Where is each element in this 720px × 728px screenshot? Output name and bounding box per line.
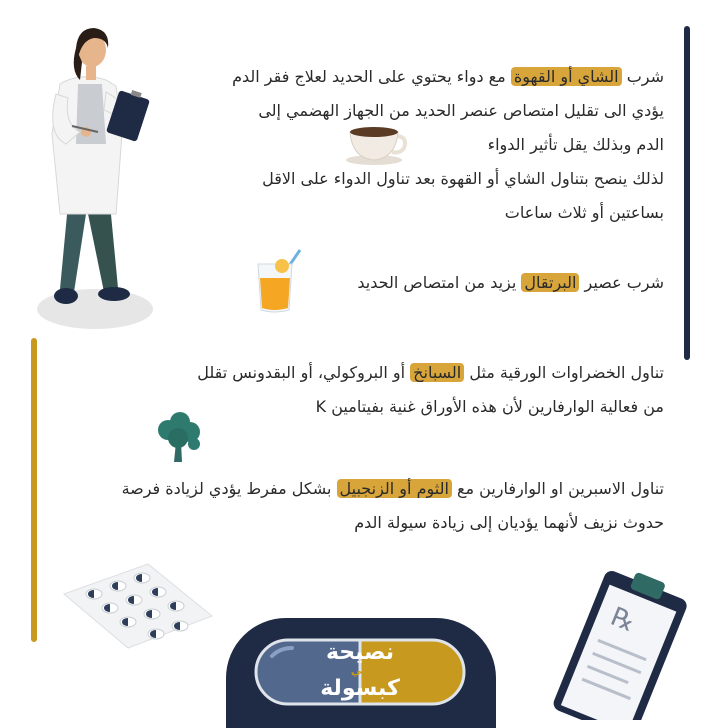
logo-text bbox=[300, 640, 420, 702]
logo-line2: كبسولة bbox=[320, 676, 400, 701]
highlight-spinach: السبانخ bbox=[410, 363, 464, 382]
doctor-illustration bbox=[20, 14, 180, 334]
tip-garlic-line1: تناول الاسبرين او الوارفارين مع الثوم أو الزنجبيل بشكل مفرط يؤدي لزيادة فرصة bbox=[121, 479, 664, 498]
tip-tea-line1: شرب الشاي أو القهوة مع دواء يحتوي على الحديد لعلاج فقر الدم bbox=[232, 67, 664, 86]
highlight-tea-coffee: الشاي أو القهوة bbox=[511, 67, 622, 86]
highlight-orange: البرتقال bbox=[521, 273, 579, 292]
tip-tea-coffee bbox=[164, 60, 664, 230]
tip-tea-line2: يؤدي الى تقليل امتصاص عنصر الحديد من الجهاز الهضمي إلى bbox=[258, 101, 664, 120]
tip-tea-line5: بساعتين أو ثلاث ساعات bbox=[504, 203, 664, 222]
logo-connector: في bbox=[350, 664, 370, 677]
pill-blister-icon bbox=[56, 560, 216, 652]
tip-orange-line1: شرب عصير البرتقال يزيد من امتصاص الحديد bbox=[357, 273, 664, 292]
logo-line1: نصيحة bbox=[325, 640, 395, 665]
tip-tea-line3: الدم وبذلك يقل تأثير الدواء bbox=[487, 135, 664, 154]
tip-leafy-greens bbox=[24, 356, 664, 424]
tea-cup-icon bbox=[344, 124, 410, 166]
tip-greens-line1: تناول الخضراوات الورقية مثل السبانخ أو البروكولي، أو البقدونس تقلل bbox=[197, 363, 664, 382]
navy-accent-bar bbox=[684, 26, 690, 360]
highlight-garlic-ginger: الثوم أو الزنجبيل bbox=[337, 479, 452, 498]
broccoli-icon bbox=[154, 412, 202, 464]
tip-garlic-line2: حدوث نزيف لأنهما يؤديان إلى زيادة سيولة الدم bbox=[354, 513, 664, 532]
tip-greens-line2: من فعالية الوارفارين لأن هذه الأوراق غنية بفيتامين K bbox=[315, 397, 664, 416]
orange-juice-icon bbox=[252, 244, 308, 316]
clipboard-prescription-icon bbox=[552, 560, 692, 720]
svg-text:℞: ℞ bbox=[606, 601, 640, 639]
tip-orange-juice bbox=[284, 266, 664, 300]
tip-garlic-ginger bbox=[24, 472, 664, 540]
tip-tea-line4: لذلك ينصح بتناول الشاي أو القهوة بعد تناول الدواء على الاقل bbox=[262, 169, 664, 188]
